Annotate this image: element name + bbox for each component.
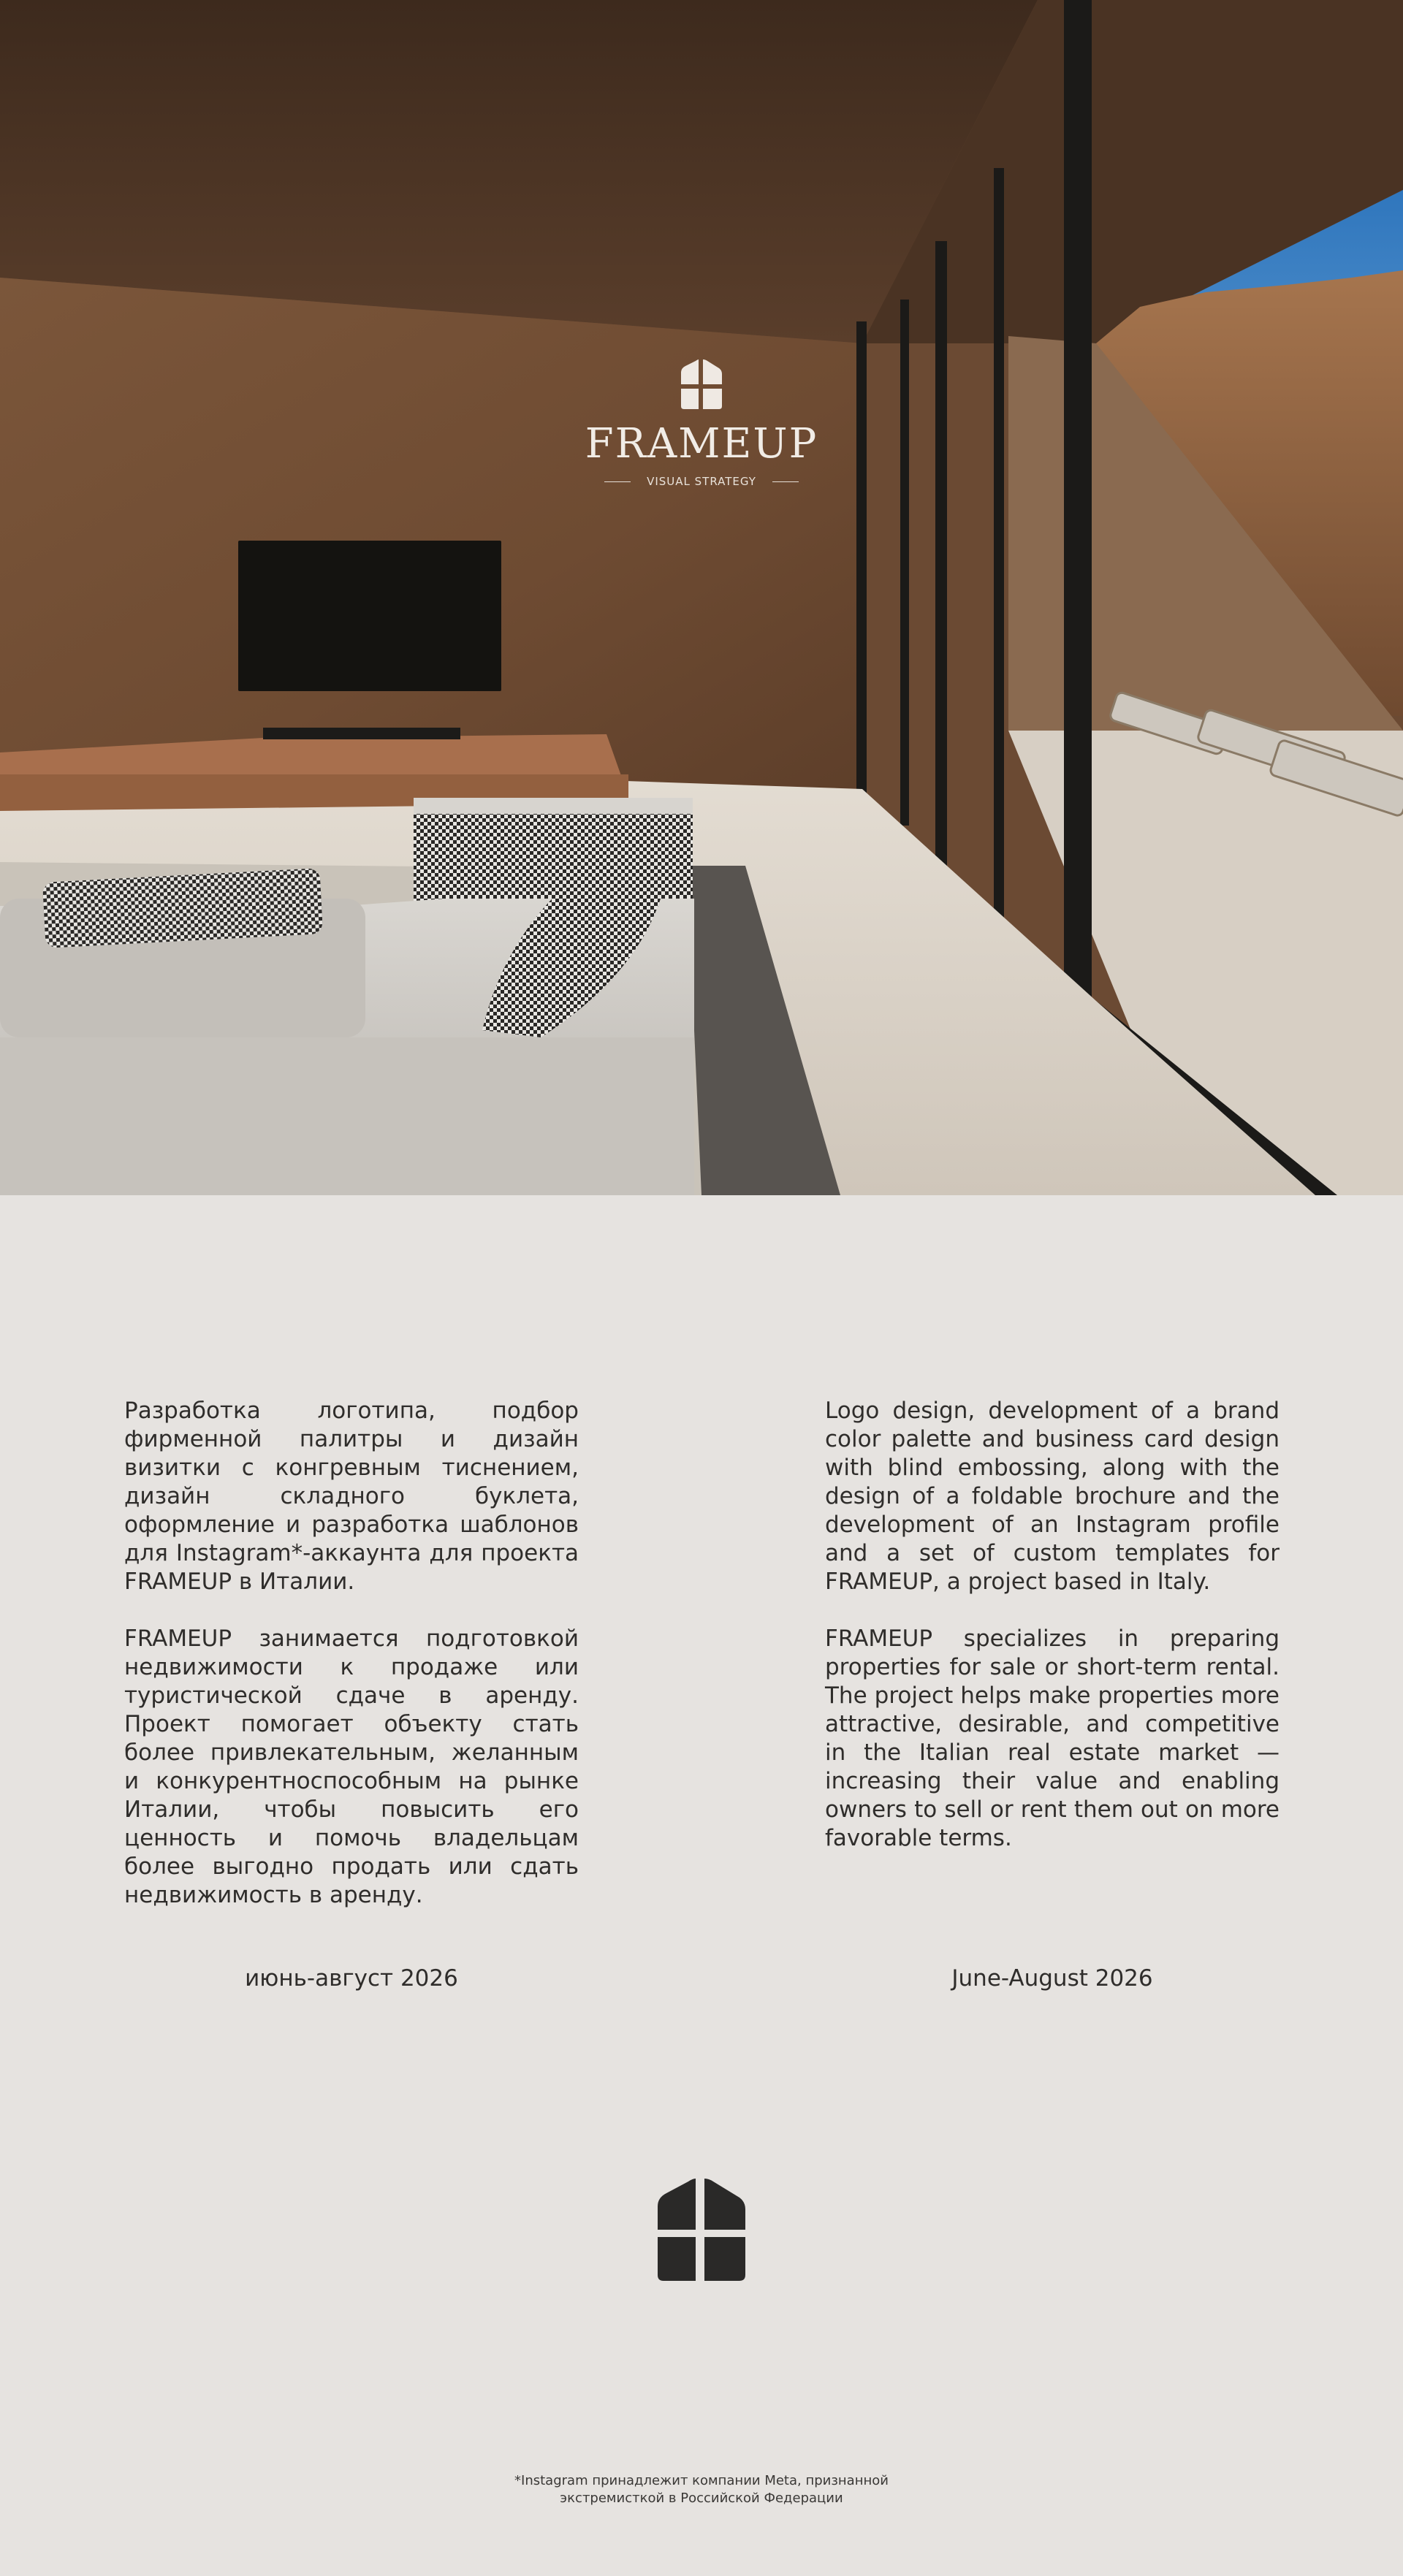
project-date-ru: июнь-август 2026 xyxy=(245,1965,458,1992)
brand-name: FRAMEUP xyxy=(585,420,818,468)
tagline-right-rule xyxy=(772,481,799,482)
description-ru-paragraph-1: Разработка логотипа, подбор фирменной палитры и дизайн визитки с конгревным тиснением, дизайн складного буклета, оформление и разработка шаблонов для Instagram*-аккаунта для проекта FRAMEUP в Италии. xyxy=(124,1398,579,1595)
hero-image xyxy=(0,0,1403,1195)
description-en-paragraph-2: FRAMEUP specializes in preparing properties for sale or short-term rental. The project helps make properties more attractive, desirable, and competitive in the Italian real estate market — increasing their value and enabling owners to sell or rent them out on more favorable terms. xyxy=(825,1626,1280,1851)
tagline-left-rule xyxy=(604,481,631,482)
footnote-line-2: экстремисткой в Российской Федерации xyxy=(560,2491,843,2506)
interior-photo xyxy=(0,0,1403,1195)
brand-logo xyxy=(555,358,848,488)
tagline-row xyxy=(555,475,848,488)
brand-tagline: VISUAL STRATEGY xyxy=(647,475,756,488)
house-logo-icon xyxy=(678,358,725,411)
instagram-footnote xyxy=(409,2472,994,2507)
description-en xyxy=(825,1397,1280,1881)
house-logo-icon xyxy=(655,2176,748,2284)
description-en-paragraph-1: Logo design, development of a brand color palette and business card design with blind embossing, along with the design of a foldable brochure and the development of an Instagram profile and a set of custom templates for FRAMEUP, a project based in Italy. xyxy=(825,1398,1280,1595)
footnote-line-1: *Instagram принадлежит компании Meta, признанной xyxy=(514,2473,889,2488)
description-ru xyxy=(124,1397,579,1938)
project-date-en: June-August 2026 xyxy=(951,1965,1153,1992)
description-ru-paragraph-2: FRAMEUP занимается подготовкой недвижимости к продаже или туристической сдаче в аренду. Проект помогает объекту стать более привлекательным, желанным и конкурентноспособным на рынке Италии, чтобы повысить его ценность и помочь владельцам более выгодно продать или сдать недвижимость в аренду. xyxy=(124,1626,579,1908)
